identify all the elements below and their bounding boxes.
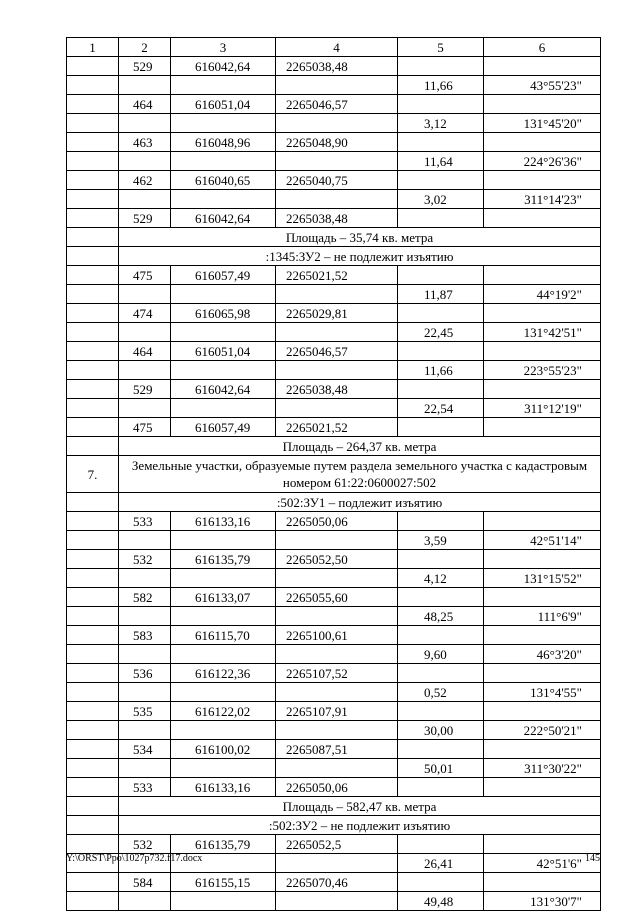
point-row <box>67 512 601 531</box>
coord-x: 616065,98 <box>171 304 276 323</box>
empty-cell <box>398 626 484 645</box>
segment-row <box>67 607 601 626</box>
direction-angle: 131°15'52" <box>484 569 601 588</box>
empty-cell <box>67 209 119 228</box>
empty-cell <box>119 323 171 342</box>
segment-length: 3,59 <box>398 531 484 550</box>
empty-cell <box>484 57 601 76</box>
coord-y: 2265021,52 <box>276 418 398 437</box>
coord-x: 616057,49 <box>171 418 276 437</box>
point-number: 475 <box>119 266 171 285</box>
empty-cell <box>171 399 276 418</box>
empty-cell <box>67 418 119 437</box>
empty-cell <box>171 361 276 380</box>
coord-x: 616051,04 <box>171 342 276 361</box>
coord-x: 616042,64 <box>171 57 276 76</box>
segment-length: 4,12 <box>398 569 484 588</box>
segment-length: 0,52 <box>398 683 484 702</box>
point-number: 535 <box>119 702 171 721</box>
empty-cell <box>171 190 276 209</box>
empty-cell <box>276 683 398 702</box>
empty-cell <box>484 550 601 569</box>
empty-cell <box>67 531 119 550</box>
caption-text: :502:ЗУ1 – подлежит изъятию <box>119 493 601 512</box>
caption-row <box>67 816 601 835</box>
empty-cell <box>484 342 601 361</box>
direction-angle: 46°3'20" <box>484 645 601 664</box>
header-cell: 2 <box>119 38 171 57</box>
empty-cell <box>119 361 171 380</box>
empty-cell <box>67 664 119 683</box>
empty-cell <box>171 323 276 342</box>
segment-length: 48,25 <box>398 607 484 626</box>
coord-y: 2265048,90 <box>276 133 398 152</box>
empty-cell <box>119 285 171 304</box>
coord-y: 2265050,06 <box>276 512 398 531</box>
empty-cell <box>484 380 601 399</box>
section-number: 7. <box>67 456 119 493</box>
segment-row <box>67 569 601 588</box>
caption-row <box>67 493 601 512</box>
segment-length: 11,66 <box>398 76 484 95</box>
empty-cell <box>398 57 484 76</box>
direction-angle: 42°51'14" <box>484 531 601 550</box>
direction-angle: 131°45'20" <box>484 114 601 133</box>
point-row <box>67 778 601 797</box>
empty-cell <box>67 304 119 323</box>
coord-x: 616122,36 <box>171 664 276 683</box>
empty-cell <box>484 588 601 607</box>
point-row <box>67 702 601 721</box>
page-number: 145 <box>585 853 600 864</box>
empty-cell <box>398 209 484 228</box>
point-row <box>67 626 601 645</box>
empty-cell <box>398 342 484 361</box>
empty-cell <box>67 512 119 531</box>
empty-cell <box>484 512 601 531</box>
empty-cell <box>398 171 484 190</box>
empty-cell <box>276 531 398 550</box>
point-row <box>67 740 601 759</box>
coord-x: 616115,70 <box>171 626 276 645</box>
section-heading: Земельные участки, образуемые путем раздела земельного участка с кадастровым номером 61:22:0600027:502 <box>119 456 601 493</box>
segment-row <box>67 531 601 550</box>
empty-cell <box>484 95 601 114</box>
point-number: 529 <box>119 57 171 76</box>
coord-x: 616042,64 <box>171 380 276 399</box>
empty-cell <box>119 399 171 418</box>
empty-cell <box>119 569 171 588</box>
empty-cell <box>398 133 484 152</box>
point-row <box>67 835 601 854</box>
segment-length: 22,54 <box>398 399 484 418</box>
segment-row <box>67 399 601 418</box>
point-row <box>67 550 601 569</box>
empty-cell <box>484 626 601 645</box>
point-number: 582 <box>119 588 171 607</box>
caption-row <box>67 437 601 456</box>
empty-cell <box>484 778 601 797</box>
coordinates-table <box>66 37 601 911</box>
caption-row <box>67 797 601 816</box>
segment-length: 26,41 <box>398 854 484 873</box>
empty-cell <box>276 399 398 418</box>
coord-y: 2265107,52 <box>276 664 398 683</box>
coord-y: 2265040,75 <box>276 171 398 190</box>
segment-row <box>67 114 601 133</box>
direction-angle: 42°51'6" <box>484 854 601 873</box>
empty-cell <box>276 323 398 342</box>
empty-cell <box>484 740 601 759</box>
point-row <box>67 304 601 323</box>
segment-length: 11,66 <box>398 361 484 380</box>
empty-cell <box>67 816 119 835</box>
header-cell: 4 <box>276 38 398 57</box>
point-number: 464 <box>119 95 171 114</box>
point-number: 463 <box>119 133 171 152</box>
empty-cell <box>67 57 119 76</box>
empty-cell <box>276 76 398 95</box>
point-number: 583 <box>119 626 171 645</box>
direction-angle: 43°55'23" <box>484 76 601 95</box>
point-row <box>67 266 601 285</box>
empty-cell <box>484 835 601 854</box>
empty-cell <box>171 114 276 133</box>
empty-cell <box>67 626 119 645</box>
empty-cell <box>484 209 601 228</box>
empty-cell <box>398 588 484 607</box>
coord-y: 2265100,61 <box>276 626 398 645</box>
empty-cell <box>119 152 171 171</box>
direction-angle: 131°30'7" <box>484 892 601 911</box>
empty-cell <box>398 873 484 892</box>
coord-y: 2265029,81 <box>276 304 398 323</box>
empty-cell <box>398 778 484 797</box>
point-number: 529 <box>119 209 171 228</box>
point-row <box>67 57 601 76</box>
segment-length: 22,45 <box>398 323 484 342</box>
caption-text: Площадь – 35,74 кв. метра <box>119 228 601 247</box>
empty-cell <box>398 380 484 399</box>
point-number: 532 <box>119 835 171 854</box>
segment-length: 49,48 <box>398 892 484 911</box>
empty-cell <box>67 114 119 133</box>
coord-x: 616122,02 <box>171 702 276 721</box>
empty-cell <box>276 152 398 171</box>
point-row <box>67 588 601 607</box>
point-number: 475 <box>119 418 171 437</box>
caption-row <box>67 228 601 247</box>
empty-cell <box>171 76 276 95</box>
coord-x: 616040,65 <box>171 171 276 190</box>
segment-row <box>67 190 601 209</box>
empty-cell <box>67 835 119 854</box>
segment-row <box>67 361 601 380</box>
empty-cell <box>119 759 171 778</box>
empty-cell <box>67 247 119 266</box>
direction-angle: 131°42'51" <box>484 323 601 342</box>
empty-cell <box>67 95 119 114</box>
segment-length: 11,64 <box>398 152 484 171</box>
coord-x: 616042,64 <box>171 209 276 228</box>
coord-x: 616100,02 <box>171 740 276 759</box>
empty-cell <box>67 323 119 342</box>
point-number: 529 <box>119 380 171 399</box>
header-cell: 1 <box>67 38 119 57</box>
coord-y: 2265052,50 <box>276 550 398 569</box>
empty-cell <box>484 702 601 721</box>
empty-cell <box>67 152 119 171</box>
segment-row <box>67 892 601 911</box>
empty-cell <box>67 228 119 247</box>
point-number: 584 <box>119 873 171 892</box>
header-cell: 6 <box>484 38 601 57</box>
empty-cell <box>276 361 398 380</box>
empty-cell <box>67 190 119 209</box>
empty-cell <box>171 152 276 171</box>
empty-cell <box>67 285 119 304</box>
section-heading-row <box>67 456 601 493</box>
empty-cell <box>276 854 398 873</box>
empty-cell <box>484 171 601 190</box>
empty-cell <box>67 797 119 816</box>
empty-cell <box>119 190 171 209</box>
coord-x: 616057,49 <box>171 266 276 285</box>
point-row <box>67 95 601 114</box>
coord-x: 616133,16 <box>171 778 276 797</box>
empty-cell <box>119 645 171 664</box>
empty-cell <box>67 892 119 911</box>
caption-text: :1345:ЗУ2 – не подлежит изъятию <box>119 247 601 266</box>
empty-cell <box>171 607 276 626</box>
empty-cell <box>398 418 484 437</box>
empty-cell <box>171 683 276 702</box>
empty-cell <box>67 778 119 797</box>
point-row <box>67 133 601 152</box>
empty-cell <box>398 664 484 683</box>
empty-cell <box>171 531 276 550</box>
point-number: 533 <box>119 778 171 797</box>
empty-cell <box>484 133 601 152</box>
empty-cell <box>67 759 119 778</box>
coord-y: 2265021,52 <box>276 266 398 285</box>
empty-cell <box>398 512 484 531</box>
empty-cell <box>119 76 171 95</box>
caption-row <box>67 247 601 266</box>
empty-cell <box>276 569 398 588</box>
empty-cell <box>67 266 119 285</box>
caption-text: Площадь – 582,47 кв. метра <box>119 797 601 816</box>
empty-cell <box>119 531 171 550</box>
empty-cell <box>398 835 484 854</box>
point-number: 534 <box>119 740 171 759</box>
empty-cell <box>67 873 119 892</box>
segment-row <box>67 683 601 702</box>
empty-cell <box>276 114 398 133</box>
point-number: 464 <box>119 342 171 361</box>
caption-text: :502:ЗУ2 – не подлежит изъятию <box>119 816 601 835</box>
point-row <box>67 342 601 361</box>
empty-cell <box>398 266 484 285</box>
direction-angle: 311°14'23" <box>484 190 601 209</box>
empty-cell <box>67 645 119 664</box>
empty-cell <box>398 550 484 569</box>
empty-cell <box>276 285 398 304</box>
empty-cell <box>119 683 171 702</box>
empty-cell <box>171 645 276 664</box>
point-row <box>67 664 601 683</box>
segment-row <box>67 721 601 740</box>
empty-cell <box>67 361 119 380</box>
empty-cell <box>398 304 484 323</box>
direction-angle: 224°26'36" <box>484 152 601 171</box>
empty-cell <box>484 304 601 323</box>
empty-cell <box>67 569 119 588</box>
coord-y: 2265055,60 <box>276 588 398 607</box>
coord-y: 2265038,48 <box>276 380 398 399</box>
empty-cell <box>119 607 171 626</box>
empty-cell <box>171 759 276 778</box>
coord-x: 616155,15 <box>171 873 276 892</box>
point-row <box>67 171 601 190</box>
point-number: 533 <box>119 512 171 531</box>
empty-cell <box>67 399 119 418</box>
coord-x: 616135,79 <box>171 835 276 854</box>
segment-length: 11,87 <box>398 285 484 304</box>
point-row <box>67 873 601 892</box>
empty-cell <box>67 607 119 626</box>
coord-y: 2265050,06 <box>276 778 398 797</box>
point-row <box>67 418 601 437</box>
coord-y: 2265052,5 <box>276 835 398 854</box>
empty-cell <box>67 171 119 190</box>
empty-cell <box>119 114 171 133</box>
empty-cell <box>171 569 276 588</box>
empty-cell <box>398 740 484 759</box>
empty-cell <box>171 721 276 740</box>
empty-cell <box>67 380 119 399</box>
header-cell: 3 <box>171 38 276 57</box>
empty-cell <box>484 873 601 892</box>
point-row <box>67 380 601 399</box>
segment-length: 9,60 <box>398 645 484 664</box>
segment-row <box>67 759 601 778</box>
segment-length: 3,02 <box>398 190 484 209</box>
direction-angle: 222°50'21" <box>484 721 601 740</box>
empty-cell <box>276 607 398 626</box>
empty-cell <box>67 683 119 702</box>
segment-row <box>67 285 601 304</box>
point-row <box>67 209 601 228</box>
coord-y: 2265038,48 <box>276 209 398 228</box>
coord-y: 2265046,57 <box>276 95 398 114</box>
coord-x: 616133,07 <box>171 588 276 607</box>
header-cell: 5 <box>398 38 484 57</box>
segment-row <box>67 76 601 95</box>
empty-cell <box>398 95 484 114</box>
coord-y: 2265107,91 <box>276 702 398 721</box>
segment-row <box>67 645 601 664</box>
empty-cell <box>67 702 119 721</box>
direction-angle: 111°6'9" <box>484 607 601 626</box>
point-number: 532 <box>119 550 171 569</box>
empty-cell <box>67 550 119 569</box>
segment-length: 50,01 <box>398 759 484 778</box>
caption-text: Площадь – 264,37 кв. метра <box>119 437 601 456</box>
coord-y: 2265087,51 <box>276 740 398 759</box>
empty-cell <box>67 342 119 361</box>
direction-angle: 223°55'23" <box>484 361 601 380</box>
direction-angle: 131°4'55" <box>484 683 601 702</box>
direction-angle: 311°30'22" <box>484 759 601 778</box>
table-header-row <box>67 38 601 57</box>
coord-y: 2265070,46 <box>276 873 398 892</box>
empty-cell <box>67 76 119 95</box>
point-number: 536 <box>119 664 171 683</box>
segment-row <box>67 152 601 171</box>
footer-file-path: Y:\ORST\Ppo\1027p732.f17.docx <box>66 853 203 864</box>
empty-cell <box>484 266 601 285</box>
empty-cell <box>67 740 119 759</box>
empty-cell <box>119 892 171 911</box>
empty-cell <box>276 721 398 740</box>
point-number: 474 <box>119 304 171 323</box>
empty-cell <box>171 285 276 304</box>
segment-length: 30,00 <box>398 721 484 740</box>
empty-cell <box>67 721 119 740</box>
empty-cell <box>67 588 119 607</box>
empty-cell <box>67 133 119 152</box>
coord-x: 616135,79 <box>171 550 276 569</box>
empty-cell <box>398 702 484 721</box>
segment-row <box>67 323 601 342</box>
empty-cell <box>119 721 171 740</box>
empty-cell <box>276 645 398 664</box>
empty-cell <box>276 190 398 209</box>
coord-x: 616051,04 <box>171 95 276 114</box>
empty-cell <box>484 664 601 683</box>
coord-x: 616133,16 <box>171 512 276 531</box>
coord-y: 2265038,48 <box>276 57 398 76</box>
empty-cell <box>67 437 119 456</box>
coord-x: 616048,96 <box>171 133 276 152</box>
empty-cell <box>276 892 398 911</box>
point-number: 462 <box>119 171 171 190</box>
coord-y: 2265046,57 <box>276 342 398 361</box>
segment-length: 3,12 <box>398 114 484 133</box>
empty-cell <box>67 493 119 512</box>
empty-cell <box>276 759 398 778</box>
direction-angle: 311°12'19" <box>484 399 601 418</box>
empty-cell <box>484 418 601 437</box>
direction-angle: 44°19'2" <box>484 285 601 304</box>
empty-cell <box>171 892 276 911</box>
